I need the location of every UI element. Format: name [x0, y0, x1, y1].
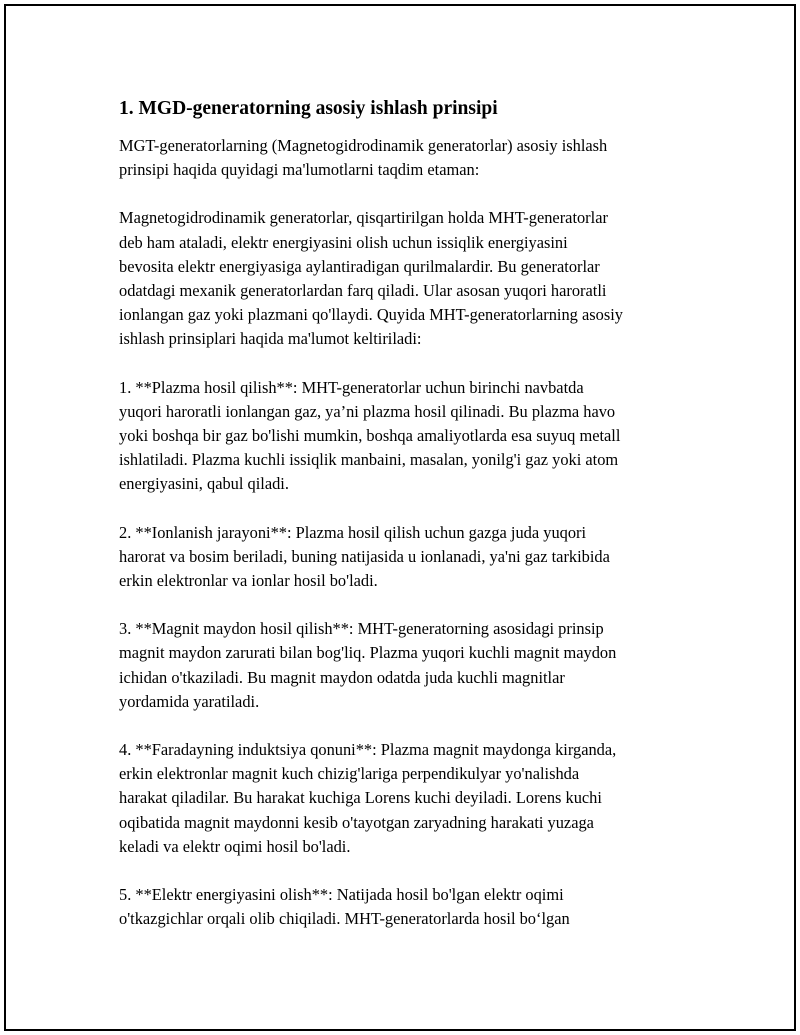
text-line: yordamida yaratiladi.	[119, 691, 260, 711]
text-line: 3. **Magnit maydon hosil qilish**: MHT-generatorning asosidagi prinsip	[119, 619, 604, 639]
text-line: keladi va elektr oqimi hosil bo'ladi.	[119, 836, 351, 856]
text-line: energiyasini, qabul qiladi.	[119, 474, 289, 494]
text-line: magnit maydon zarurati bilan bog'liq. Plazma yuqori kuchli magnit maydon	[119, 643, 617, 663]
text-line: MGT-generatorlarning (Magnetogidrodinamik generatorlar) asosiy ishlash	[119, 136, 608, 155]
text-line: erkin elektronlar va ionlar hosil bo'ladi.	[119, 571, 378, 591]
list-item-1	[119, 376, 719, 497]
text-line: harakat qiladilar. Bu harakat kuchiga Lorens kuchi deyiladi. Lorens kuchi	[119, 788, 602, 808]
text-line: 5. **Elektr energiyasini olish**: Natijada hosil bo'lgan elektr oqimi	[119, 885, 564, 905]
text-line: o'tkazgichlar orqali olib chiqiladi. MHT-generatorlarda hosil bo‘lgan	[119, 909, 570, 929]
text-line: yuqori haroratli ionlangan gaz, ya’ni plazma hosil qilinadi. Bu plazma havo	[119, 401, 616, 421]
text-line: 4. **Faradayning induktsiya qonuni**: Plazma magnit maydonga kirganda,	[119, 740, 617, 760]
overview-paragraph	[119, 206, 719, 351]
text-line: oqibatida magnit maydonni kesib o'tayotgan zaryadning harakati yuzaga	[119, 812, 594, 832]
text-line: bevosita elektr energiyasiga aylantiradigan qurilmalardir. Bu generatorlar	[119, 256, 600, 276]
text-line: prinsipi haqida quyidagi ma'lumotlarni taqdim etaman:	[119, 160, 480, 180]
text-line: yoki boshqa bir gaz bo'lishi mumkin, boshqa amaliyotlarda esa suyuq metall	[119, 426, 621, 446]
list-item-4	[119, 738, 719, 859]
intro-paragraph	[119, 134, 719, 182]
text-line: 2. **Ionlanish jarayoni**: Plazma hosil qilish uchun gazga juda yuqori	[119, 522, 587, 542]
text-line: ishlash prinsiplari haqida ma'lumot keltiriladi:	[119, 329, 422, 349]
section-heading: 1. MGD-generatorning asosiy ishlash prinsipi	[119, 98, 498, 119]
text-line: Magnetogidrodinamik generatorlar, qisqartirilgan holda MHT-generatorlar	[119, 208, 608, 228]
text-line: deb ham ataladi, elektr energiyasini olish uchun issiqlik energiyasini	[119, 232, 568, 252]
text-line: ichidan o'tkaziladi. Bu magnit maydon odatda juda kuchli magnitlar	[119, 667, 565, 687]
text-line: erkin elektronlar magnit kuch chizig'lariga perpendikulyar yo'nalishda	[119, 764, 580, 784]
document-body	[119, 94, 719, 955]
text-line: ishlatiladi. Plazma kuchli issiqlik manbaini, masalan, yonilg'i gaz yoki atom	[119, 450, 619, 470]
text-line: harorat va bosim beriladi, buning natijasida u ionlanadi, ya'ni gaz tarkibida	[119, 546, 610, 566]
list-item-3	[119, 617, 719, 714]
text-line: ionlangan gaz yoki plazmani qo'llaydi. Quyida MHT-generatorlarning asosiy	[119, 305, 623, 325]
page-frame	[4, 4, 796, 1031]
text-line: odatdagi mexanik generatorlardan farq qiladi. Ular asosan yuqori haroratli	[119, 281, 607, 301]
list-item-2	[119, 521, 719, 594]
list-item-5	[119, 883, 719, 931]
text-line: 1. **Plazma hosil qilish**: MHT-generatorlar uchun birinchi navbatda	[119, 377, 584, 397]
